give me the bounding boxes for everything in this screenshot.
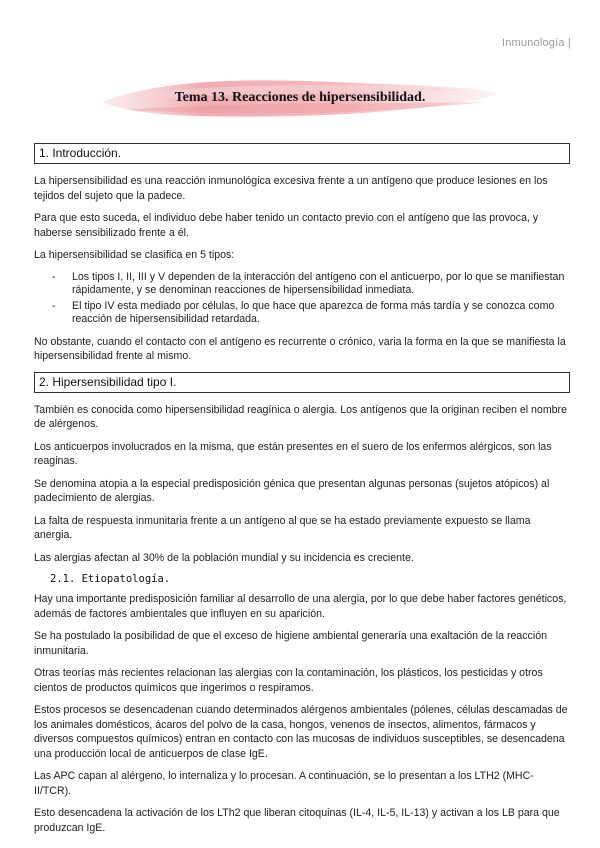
- paragraph: Los anticuerpos involucrados en la misma, que están presentes en el suero de los enfermos alérgicos, son las reaginas.: [34, 440, 552, 467]
- title-banner: [95, 72, 505, 124]
- header-subject-label: Inmunología |: [501, 37, 571, 49]
- paragraph: La hipersensibilidad es una reacción inmunológica excesiva frente a un antígeno que produce lesiones en los tejidos del sujeto que la padece.: [34, 175, 548, 202]
- paragraph: Otras teorías más recientes relacionan las alergias con la contaminación, los plásticos, los pesticidas y otros cientos de productos químicos que ingerimos o respiramos.: [34, 667, 543, 694]
- paragraph: Se ha postulado la posibilidad de que el exceso de higiene ambiental generaría una exaltación de la reacción inmunitaria.: [34, 630, 547, 657]
- subsection-heading-etiopatologia: 2.1. Etiopatología.: [50, 573, 171, 585]
- paragraph: Se denomina atopia a la especial predisposición génica que presentan algunas personas (sujetos atópicos) al padecimiento de alergias.: [34, 477, 550, 504]
- list-item: - El tipo IV esta mediado por células, lo que hace que aparezca de forma más tardía y se conozca como reacción de hipersensibilidad retardada.: [52, 300, 570, 327]
- paragraph: Hay una importante predisposición familiar al desarrollo de una alergia, por lo que debe haber factores genéticos, además de factores ambientales que influyen en su aparición.: [34, 593, 567, 620]
- paragraph: Las APC capan al alérgeno, lo internaliza y lo procesan. A continuación, se lo presentan a los LTH2 (MHC-II/TCR).: [34, 770, 534, 797]
- paragraph: No obstante, cuando el contacto con el antígeno es recurrente o crónico, varia la forma en la que se manifiesta la hipersensibilidad frente al mismo.: [34, 335, 566, 362]
- paragraph: La hipersensibilidad se clasifica en 5 tipos:: [34, 249, 235, 261]
- paragraph: Las alergias afectan al 30% de la población mundial y su incidencia es creciente.: [34, 551, 414, 564]
- paragraph: Esto desencadena la activación de los LTh2 que liberan citoquinas (IL-4, IL-5, IL-13) y activan a los LB para que produzcan IgE.: [34, 807, 560, 834]
- section-heading-hipersensibilidad-tipo-i: 2. Hipersensibilidad tipo I.: [34, 372, 570, 393]
- document-title: Tema 13. Reacciones de hipersensibilidad.: [174, 90, 426, 105]
- types-list: [34, 271, 570, 327]
- paragraph: Para que esto suceda, el individuo debe haber tenido un contacto previo con el antígeno que las provoca, y haberse sensibilizado frente a él.: [34, 212, 539, 239]
- document-body: [34, 143, 570, 843]
- paragraph: Estos procesos se desencadenan cuando determinados alérgenos ambientales (pólenes, células descamadas de los animales domésticos, ácaros del polvo de la casa, hongos, venenos de insectos, alimentos, fármacos y diversos compuestos químicos) entran en contacto con las mucosas de individuos susceptibles, se desencadena una producción local de anticuerpos de clase IgE.: [34, 704, 568, 760]
- section-heading-introduccion: 1. Introducción.: [34, 143, 570, 164]
- paragraph: La falta de respuesta inmunitaria frente a un antígeno al que se ha estado previamente expuesto se llama anergia.: [34, 514, 531, 541]
- list-item: - Los tipos I, II, III y V dependen de la interacción del antígeno con el anticuerpo, por lo que se manifiestan rápidamente, y se denominan reacciones de hipersensibilidad inmediata.: [52, 271, 570, 298]
- paragraph: También es conocida como hipersensibilidad reagínica o alergia. Los antígenos que la originan reciben el nombre de alérgenos.: [34, 403, 567, 430]
